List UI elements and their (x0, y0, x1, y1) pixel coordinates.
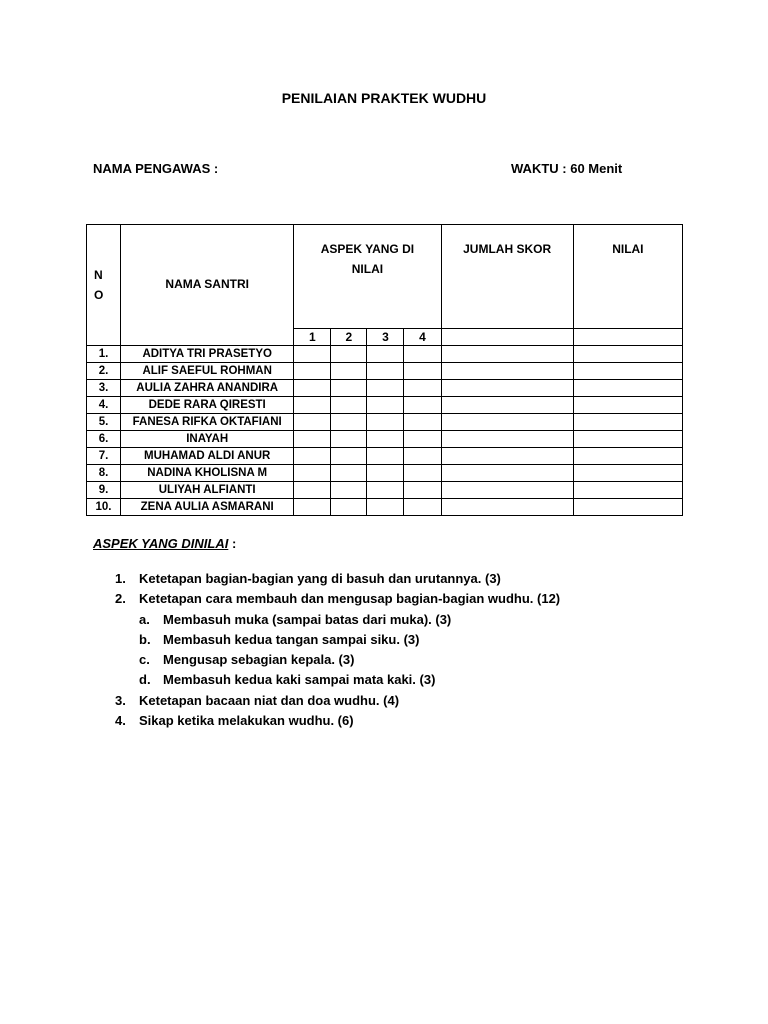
score-cell[interactable] (404, 414, 441, 431)
header-aspek-line1: ASPEK YANG DI (320, 242, 415, 256)
list-subitem (115, 610, 560, 630)
waktu-label: WAKTU : 60 Menit (511, 161, 623, 176)
header-no-line2: O (94, 288, 104, 302)
score-cell[interactable] (367, 448, 404, 465)
nilai-cell[interactable] (573, 448, 682, 465)
student-name: MUHAMAD ALDI ANUR (121, 448, 294, 465)
score-cell[interactable] (404, 380, 441, 397)
nilai-cell[interactable] (573, 499, 682, 516)
score-cell[interactable] (404, 499, 441, 516)
aspek-heading (93, 536, 236, 551)
list-item-number: 2. (115, 591, 126, 607)
row-number: 2. (87, 363, 121, 380)
score-cell[interactable] (404, 431, 441, 448)
aspek-heading-colon: : (228, 536, 237, 551)
nilai-cell[interactable] (573, 363, 682, 380)
table-row (87, 397, 683, 414)
score-cell[interactable] (367, 380, 404, 397)
nilai-cell[interactable] (573, 414, 682, 431)
header-aspek (294, 225, 441, 329)
list-item-text: Mengusap sebagian kepala. (3) (163, 652, 355, 668)
header-jumlah-skor: JUMLAH SKOR (441, 225, 573, 329)
row-number: 9. (87, 482, 121, 499)
score-cell[interactable] (404, 465, 441, 482)
score-cell[interactable] (404, 363, 441, 380)
jumlah-cell[interactable] (441, 499, 573, 516)
score-cell[interactable] (294, 414, 331, 431)
table-row (87, 346, 683, 363)
score-cell[interactable] (331, 482, 367, 499)
list-item (115, 589, 560, 609)
score-cell[interactable] (294, 346, 331, 363)
list-item-text: Membasuh muka (sampai batas dari muka). (3) (163, 611, 452, 627)
score-cell[interactable] (404, 397, 441, 414)
list-item-text: Ketetapan cara membauh dan mengusap bagian-bagian wudhu. (12) (139, 591, 561, 607)
score-cell[interactable] (331, 380, 367, 397)
list-subitem (115, 670, 560, 690)
score-cell[interactable] (367, 363, 404, 380)
row-number: 8. (87, 465, 121, 482)
jumlah-cell[interactable] (441, 482, 573, 499)
score-cell[interactable] (294, 431, 331, 448)
score-cell[interactable] (294, 448, 331, 465)
nilai-cell[interactable] (573, 380, 682, 397)
nilai-cell[interactable] (573, 431, 682, 448)
student-name: ULIYAH ALFIANTI (121, 482, 294, 499)
score-cell[interactable] (367, 482, 404, 499)
list-subitem (115, 650, 560, 670)
list-item (115, 711, 560, 731)
nilai-cell[interactable] (573, 465, 682, 482)
header-aspek-line2: NILAI (351, 262, 384, 276)
list-item (115, 569, 560, 589)
jumlah-cell[interactable] (441, 363, 573, 380)
row-number: 1. (87, 346, 121, 363)
score-cell[interactable] (294, 363, 331, 380)
jumlah-cell[interactable] (441, 448, 573, 465)
nilai-cell[interactable] (573, 397, 682, 414)
header-jumlah-blank (441, 329, 573, 346)
list-item-number: 3. (115, 692, 126, 708)
score-cell[interactable] (331, 448, 367, 465)
score-cell[interactable] (331, 363, 367, 380)
header-no (87, 225, 121, 346)
header-aspek-4: 4 (404, 329, 441, 346)
list-item-number: d. (139, 672, 151, 688)
row-number: 5. (87, 414, 121, 431)
list-item-text: Membasuh kedua kaki sampai mata kaki. (3) (163, 672, 436, 688)
jumlah-cell[interactable] (441, 397, 573, 414)
page-title: PENILAIAN PRAKTEK WUDHU (281, 90, 487, 106)
score-cell[interactable] (331, 414, 367, 431)
header-nilai: NILAI (573, 225, 682, 329)
nilai-cell[interactable] (573, 346, 682, 363)
header-aspek-2: 2 (331, 329, 367, 346)
table-row (87, 448, 683, 465)
student-name: FANESA RIFKA OKTAFIANI (121, 414, 294, 431)
score-cell[interactable] (367, 499, 404, 516)
student-name: ZENA AULIA ASMARANI (121, 499, 294, 516)
student-name: ALIF SAEFUL ROHMAN (121, 363, 294, 380)
score-cell[interactable] (294, 465, 331, 482)
table-row (87, 499, 683, 516)
score-cell[interactable] (367, 414, 404, 431)
jumlah-cell[interactable] (441, 414, 573, 431)
list-item-number: 1. (115, 571, 126, 586)
score-cell[interactable] (367, 465, 404, 482)
student-name: NADINA KHOLISNA M (121, 465, 294, 482)
score-cell[interactable] (367, 397, 404, 414)
list-item-text: Ketetapan bacaan niat dan doa wudhu. (4) (139, 692, 400, 708)
score-table (86, 224, 683, 516)
header-aspek-3: 3 (367, 329, 404, 346)
row-number: 7. (87, 448, 121, 465)
table-row (87, 482, 683, 499)
score-cell[interactable] (294, 499, 331, 516)
score-cell[interactable] (331, 499, 367, 516)
score-cell[interactable] (404, 482, 441, 499)
list-item-text: Sikap ketika melakukan wudhu. (6) (139, 713, 354, 729)
score-cell[interactable] (404, 346, 441, 363)
jumlah-cell[interactable] (441, 346, 573, 363)
jumlah-cell[interactable] (441, 431, 573, 448)
jumlah-cell[interactable] (441, 465, 573, 482)
list-item-text: Membasuh kedua tangan sampai siku. (3) (163, 631, 420, 647)
list-item-number: b. (139, 631, 151, 647)
aspek-list (115, 569, 560, 731)
score-cell[interactable] (294, 482, 331, 499)
table-row (87, 363, 683, 380)
table-row (87, 380, 683, 397)
nilai-cell[interactable] (573, 482, 682, 499)
row-number: 6. (87, 431, 121, 448)
score-cell[interactable] (331, 397, 367, 414)
score-cell[interactable] (294, 380, 331, 397)
list-item-text: Ketetapan bagian-bagian yang di basuh dan urutannya. (3) (139, 571, 501, 586)
list-item-number: a. (139, 611, 150, 627)
row-number: 10. (87, 499, 121, 516)
score-cell[interactable] (367, 431, 404, 448)
pengawas-label: NAMA PENGAWAS : (93, 161, 219, 176)
score-cell[interactable] (331, 431, 367, 448)
table-row (87, 414, 683, 431)
list-subitem (115, 630, 560, 650)
jumlah-cell[interactable] (441, 380, 573, 397)
header-nilai-blank (573, 329, 682, 346)
score-cell[interactable] (367, 346, 404, 363)
score-cell[interactable] (404, 448, 441, 465)
score-cell[interactable] (294, 397, 331, 414)
header-nama-santri: NAMA SANTRI (121, 225, 294, 346)
list-item-number: 4. (115, 713, 126, 729)
header-no-line1: N (94, 268, 103, 282)
table-row (87, 431, 683, 448)
list-item-number: c. (139, 652, 150, 668)
student-name: ADITYA TRI PRASETYO (121, 346, 294, 363)
list-item (115, 691, 560, 711)
row-number: 4. (87, 397, 121, 414)
table-row (87, 465, 683, 482)
header-aspek-1: 1 (294, 329, 331, 346)
score-cell[interactable] (331, 465, 367, 482)
student-name: AULIA ZAHRA ANANDIRA (121, 380, 294, 397)
score-cell[interactable] (331, 346, 367, 363)
student-name: DEDE RARA QIRESTI (121, 397, 294, 414)
aspek-heading-text: ASPEK YANG DINILAI (93, 536, 229, 551)
row-number: 3. (87, 380, 121, 397)
student-name: INAYAH (121, 431, 294, 448)
